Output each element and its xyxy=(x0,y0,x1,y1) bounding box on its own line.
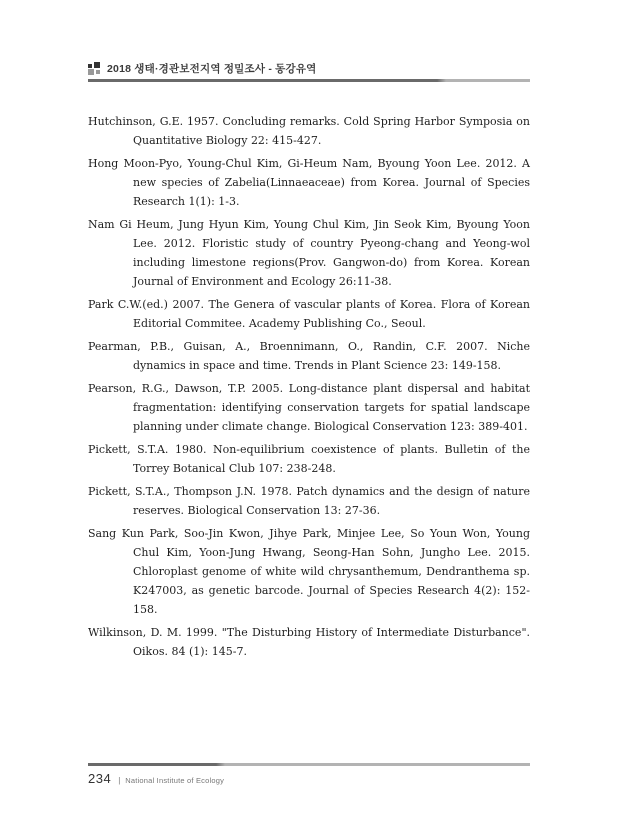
reference-entry: Hutchinson, G.E. 1957. Concluding remarks. Cold Spring Harbor Symposia on Quantitative Biology 22: 415-427. xyxy=(88,115,530,147)
reference-entry: Pickett, S.T.A., Thompson J.N. 1978. Patch dynamics and the design of nature reserves. Biological Conservation 13: 27-36. xyxy=(88,485,530,517)
icon-square-bottom-left xyxy=(88,69,94,75)
header-row xyxy=(88,60,530,77)
footer-separator: | xyxy=(118,776,121,785)
header-rule xyxy=(88,79,530,82)
references-list xyxy=(88,112,530,665)
reference-entry: Park C.W.(ed.) 2007. The Genera of vascular plants of Korea. Flora of Korean Editorial Commitee. Academy Publishing Co., Seoul. xyxy=(88,298,530,330)
reference-entry: Sang Kun Park, Soo-Jin Kwon, Jihye Park, Minjee Lee, So Youn Won, Young Chul Kim, Yoon-Jung Hwang, Seong-Han Sohn, Jungho Lee. 2015. Chloroplast genome of white wild chrysanthemum, Dendranthema sp. K247003, as genetic barcode. Journal of Species Research 4(2): 152-158. xyxy=(88,527,530,616)
running-head-title: 2018 생태·경관보전지역 정밀조사 - 동강유역 xyxy=(107,63,317,75)
reference-entry: Nam Gi Heum, Jung Hyun Kim, Young Chul Kim, Jin Seok Kim, Byoung Yoon Lee. 2012. Floristic study of country Pyeong-chang and Yeong-wol including limestone regions(Prov. Gangwon-do) from Korea. Korean Journal of Environment and Ecology 26:11-38. xyxy=(88,218,530,288)
institute-name: National Institute of Ecology xyxy=(125,776,225,785)
footer-row xyxy=(88,771,224,786)
reference-entry: Pickett, S.T.A. 1980. Non-equilibrium coexistence of plants. Bulletin of the Torrey Botanical Club 107: 238-248. xyxy=(88,443,530,475)
reference-entry: Pearson, R.G., Dawson, T.P. 2005. Long-distance plant dispersal and habitat fragmentation: identifying conservation targets for spatial landscape planning under climate change. Biological Conservation 123: 389-401. xyxy=(88,382,530,433)
icon-square-top-right xyxy=(94,62,100,68)
page-number: 234 xyxy=(88,771,112,786)
icon-square-bottom-right xyxy=(96,70,100,74)
footer-rule xyxy=(88,763,530,766)
icon-square-top-left xyxy=(88,64,92,68)
header-squares-icon xyxy=(88,62,101,75)
reference-entry: Pearman, P.B., Guisan, A., Broennimann, O., Randin, C.F. 2007. Niche dynamics in space and time. Trends in Plant Science 23: 149-158. xyxy=(88,340,530,372)
reference-entry: Wilkinson, D. M. 1999. "The Disturbing History of Intermediate Disturbance". Oikos. 84 (1): 145-7. xyxy=(88,626,530,658)
reference-entry: Hong Moon-Pyo, Young-Chul Kim, Gi-Heum Nam, Byoung Yoon Lee. 2012. A new species of Zabelia(Linnaeaceae) from Korea. Journal of Species Research 1(1): 1-3. xyxy=(88,157,530,208)
